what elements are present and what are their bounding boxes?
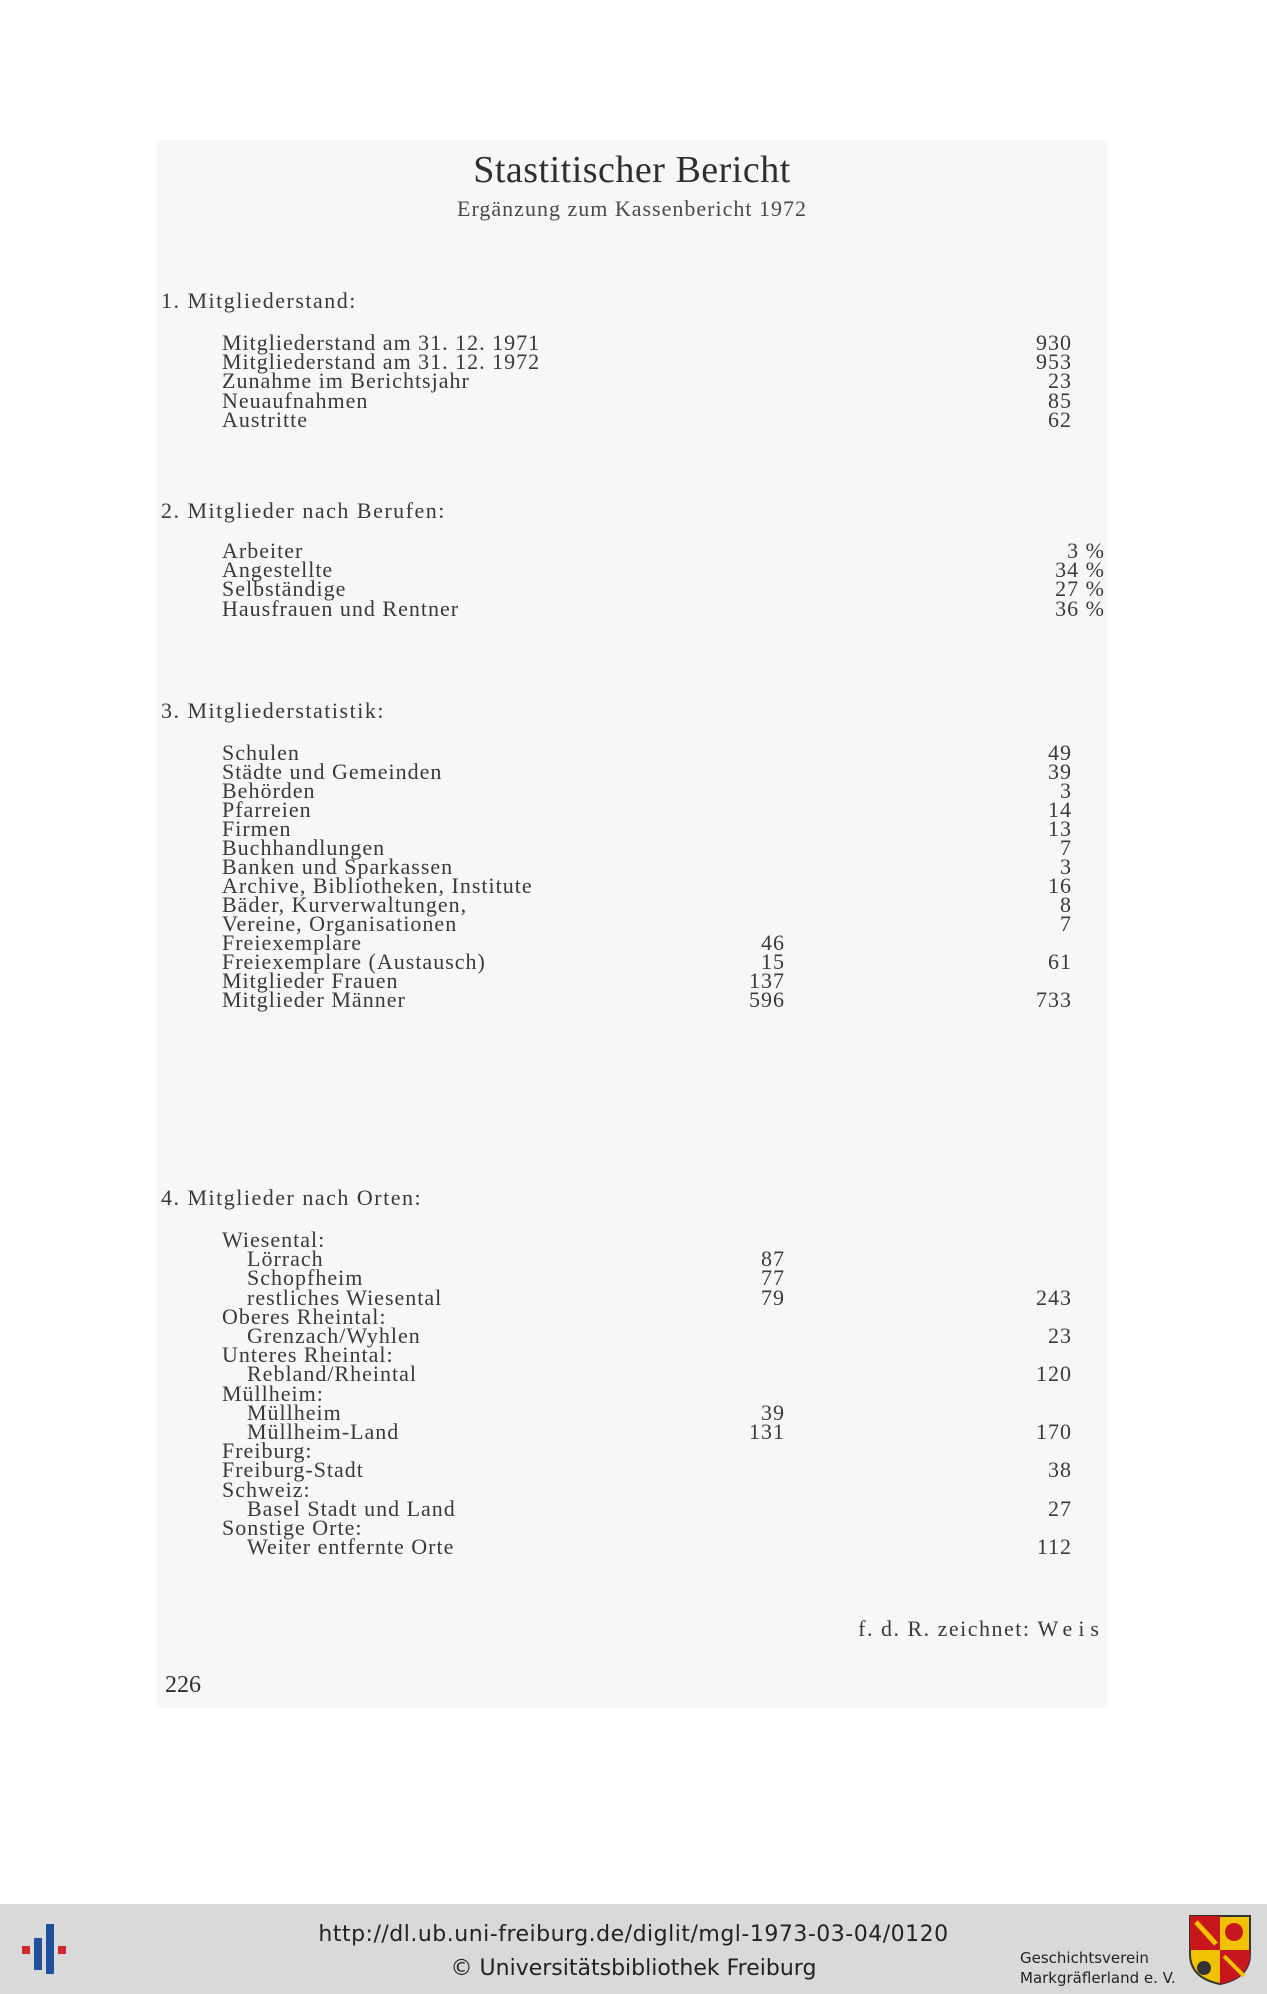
row-value: 120: [1036, 1361, 1072, 1387]
document-page: [157, 140, 1107, 1708]
row-label: Müllheim: [247, 1399, 342, 1425]
page-number: 226: [165, 1672, 201, 1698]
row-label: Archive, Bibliotheken, Institute: [222, 873, 533, 898]
section-heading: 4. Mitglieder nach Orten:: [161, 1185, 423, 1210]
row-label: Müllheim-Land: [247, 1419, 400, 1444]
row-label: Schweiz:: [222, 1476, 311, 1502]
row-label: Freiburg:: [222, 1438, 313, 1464]
society-name-line2: Markgräflerland e. V.: [1020, 1969, 1176, 1987]
row-label: Schopfheim: [247, 1265, 364, 1291]
row-value: 23: [1048, 368, 1072, 394]
row-value: 49: [1048, 740, 1072, 765]
row-label: Freiburg-Stadt: [222, 1457, 364, 1483]
table-row: [157, 987, 1107, 1011]
row-value: 7: [1060, 835, 1072, 860]
row-value: 23: [1048, 1323, 1072, 1348]
row-value: 13: [1048, 816, 1072, 841]
row-value: 16: [1048, 873, 1072, 898]
row-subtotal: 77: [761, 1265, 785, 1291]
row-label: restliches Wiesental: [247, 1284, 443, 1310]
row-value: 27 %: [1055, 576, 1105, 602]
page-title: Stastitischer Bericht: [473, 149, 791, 191]
section-heading: 1. Mitgliederstand:: [161, 288, 357, 313]
row-label: Unteres Rheintal:: [222, 1342, 394, 1368]
permalink[interactable]: http://dl.ub.uni-freiburg.de/diglit/mgl-1973-03-04/0120: [318, 1922, 949, 1947]
row-label: Mitgliederstand am 31. 12. 1971: [222, 330, 541, 355]
row-value: 243: [1036, 1284, 1072, 1310]
row-value: 733: [1036, 987, 1072, 1012]
viewer-footer: [0, 1904, 1267, 1994]
table-row: [157, 596, 1107, 620]
row-subtotal: 39: [761, 1399, 785, 1425]
row-value: 3: [1060, 854, 1072, 879]
row-label: Rebland/Rheintal: [247, 1361, 417, 1387]
row-label: Freiexemplare: [222, 930, 363, 955]
row-label: Schulen: [222, 740, 300, 765]
signature-name: Weis: [1037, 1616, 1105, 1641]
row-value: 61: [1048, 949, 1072, 974]
society-name: [1020, 1948, 1176, 1988]
row-value: 38: [1048, 1457, 1072, 1483]
signature-line: [858, 1616, 1105, 1642]
row-label: Freiexemplare (Austausch): [222, 949, 486, 974]
row-label: Banken und Sparkassen: [222, 854, 454, 879]
table-row: [157, 1534, 1107, 1558]
row-subtotal: 131: [749, 1419, 785, 1444]
row-label: Sonstige Orte:: [222, 1515, 363, 1540]
row-label: Firmen: [222, 816, 292, 841]
row-label: Mitglieder Männer: [222, 987, 406, 1012]
row-label: Behörden: [222, 778, 316, 803]
row-label: Müllheim:: [222, 1380, 324, 1406]
row-value: 170: [1036, 1419, 1072, 1444]
row-value: 953: [1036, 349, 1072, 375]
coat-of-arms-icon: [1188, 1914, 1252, 1986]
row-label: Basel Stadt und Land: [247, 1495, 456, 1521]
row-label: Mitglieder Frauen: [222, 968, 399, 993]
row-value: 112: [1036, 1534, 1072, 1560]
row-label: Städte und Gemeinden: [222, 759, 443, 784]
row-value: 39: [1048, 759, 1072, 784]
row-label: Pfarreien: [222, 797, 312, 822]
row-label: Oberes Rheintal:: [222, 1303, 387, 1329]
row-value: 3: [1060, 778, 1072, 803]
row-label: Vereine, Organisationen: [222, 911, 458, 936]
row-label: Weiter entfernte Orte: [247, 1534, 455, 1560]
row-subtotal: 46: [761, 930, 785, 955]
row-subtotal: 596: [749, 987, 785, 1012]
page-subtitle: Ergänzung zum Kassenbericht 1972: [457, 196, 807, 221]
row-value: 3 %: [1067, 538, 1105, 563]
copyright-notice: © Universitätsbibliothek Freiburg: [450, 1956, 817, 1981]
row-label: Mitgliederstand am 31. 12. 1972: [222, 349, 541, 375]
row-label: Austritte: [222, 406, 308, 432]
row-value: 8: [1060, 892, 1072, 917]
row-label: Buchhandlungen: [222, 835, 386, 860]
row-value: 34 %: [1055, 557, 1105, 583]
table-row: [157, 407, 1107, 431]
row-subtotal: 79: [761, 1284, 785, 1310]
row-label: Bäder, Kurverwaltungen,: [222, 892, 468, 917]
section-heading: 2. Mitglieder nach Berufen:: [161, 498, 446, 523]
row-label: Arbeiter: [222, 538, 304, 563]
row-label: Selbständige: [222, 576, 347, 602]
row-value: 930: [1036, 330, 1072, 355]
row-subtotal: 137: [749, 968, 785, 993]
row-value: 14: [1048, 797, 1072, 822]
signature-prefix: f. d. R. zeichnet:: [858, 1616, 1031, 1641]
row-label: Lörrach: [247, 1246, 324, 1272]
section-heading: 3. Mitgliederstatistik:: [161, 698, 385, 723]
society-name-line1: Geschichtsverein: [1020, 1949, 1149, 1967]
row-label: Wiesental:: [222, 1227, 326, 1252]
row-subtotal: 15: [761, 949, 785, 974]
row-label: Hausfrauen und Rentner: [222, 595, 460, 621]
row-value: 27: [1048, 1495, 1072, 1521]
row-label: Zunahme im Berichtsjahr: [222, 368, 470, 394]
row-value: 62: [1048, 406, 1072, 432]
row-value: 7: [1060, 911, 1072, 936]
row-label: Neuaufnahmen: [222, 387, 369, 413]
row-subtotal: 87: [761, 1246, 785, 1272]
row-value: 36 %: [1055, 595, 1105, 621]
row-label: Grenzach/Wyhlen: [247, 1323, 421, 1348]
row-label: Angestellte: [222, 557, 334, 583]
row-value: 85: [1048, 387, 1072, 413]
